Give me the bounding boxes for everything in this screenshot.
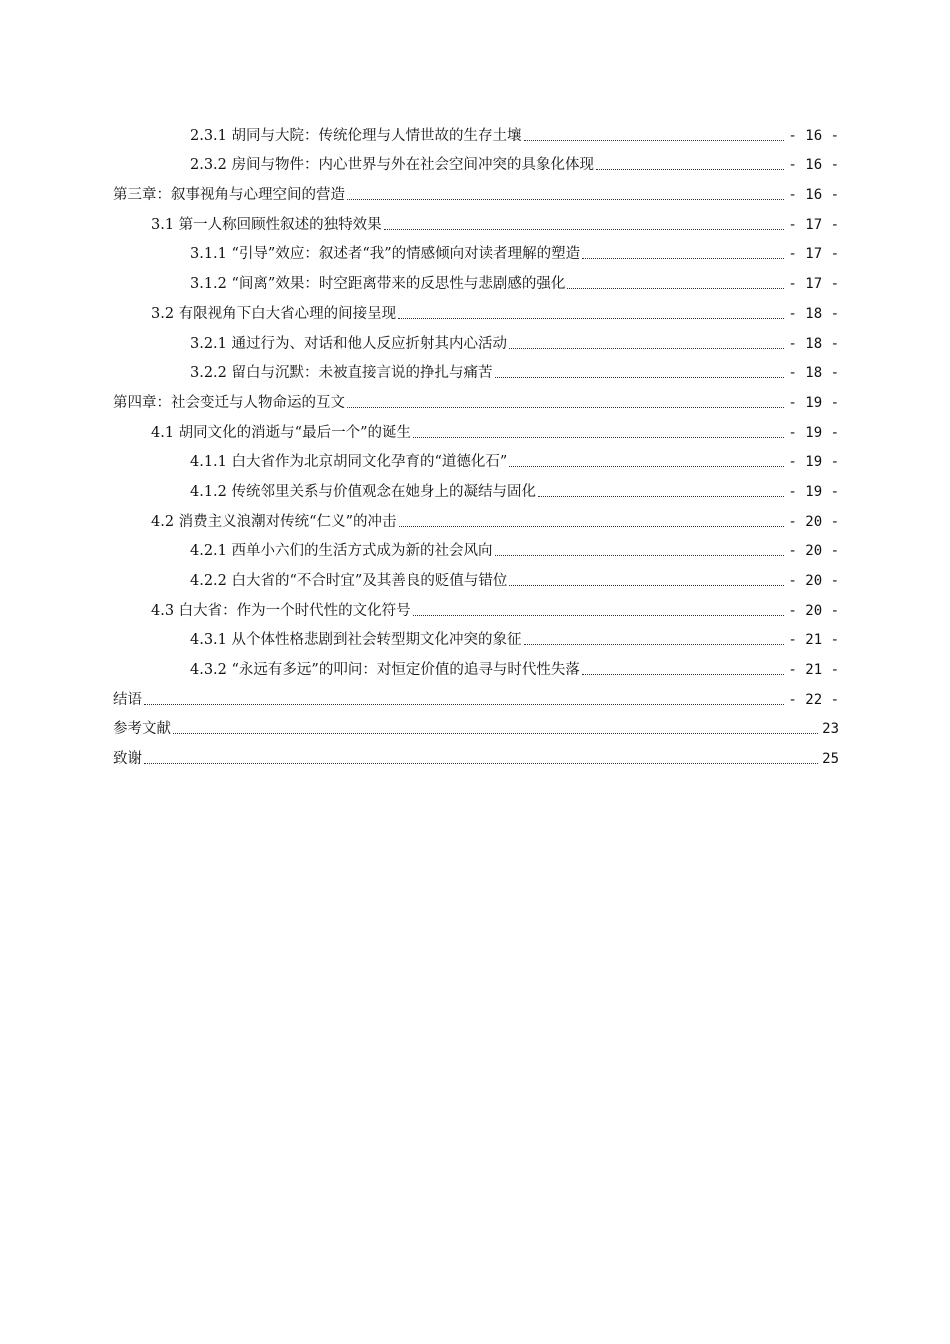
toc-entry-page-number: - 20 - bbox=[788, 543, 839, 560]
toc-entry-level-3[interactable] bbox=[113, 148, 839, 178]
toc-entry-title: 4.2 消费主义浪潮对传统“仁义”的冲击 bbox=[151, 513, 397, 530]
toc-entry-title: 3.1 第一人称回顾性叙述的独特效果 bbox=[151, 216, 382, 233]
toc-entry-page-number: - 20 - bbox=[788, 573, 839, 589]
table-of-contents bbox=[113, 118, 839, 771]
toc-entry-title: 4.2.1 西单小六们的生活方式成为新的社会风向 bbox=[190, 543, 493, 560]
toc-dot-leader bbox=[399, 526, 785, 527]
toc-entry-level-1[interactable] bbox=[113, 385, 839, 415]
toc-entry-title: 参考文献 bbox=[113, 721, 171, 738]
toc-dot-leader bbox=[582, 674, 785, 675]
toc-entry-level-3[interactable] bbox=[113, 118, 839, 148]
toc-entry-title: 第四章：社会变迁与人物命运的互文 bbox=[113, 394, 345, 411]
toc-entry-page-number: - 17 - bbox=[788, 216, 839, 233]
toc-dot-leader bbox=[413, 437, 784, 438]
toc-entry-page-number: - 18 - bbox=[788, 335, 839, 352]
toc-dot-leader bbox=[538, 496, 784, 497]
toc-dot-leader bbox=[144, 704, 784, 705]
toc-entry-page-number: - 17 - bbox=[788, 276, 839, 293]
toc-dot-leader bbox=[495, 377, 785, 378]
toc-dot-leader bbox=[509, 348, 784, 349]
toc-entry-page-number: - 19 - bbox=[788, 454, 839, 471]
toc-entry-page-number: - 16 - bbox=[788, 187, 839, 204]
toc-entry-title: 3.2.1 通过行为、对话和他人反应折射其内心活动 bbox=[190, 335, 508, 352]
toc-entry-title: 4.2.2 白大省的“不合时宜”及其善良的贬值与错位 bbox=[190, 573, 508, 589]
toc-entry-title: 2.3.2 房间与物件：内心世界与外在社会空间冲突的具象化体现 bbox=[190, 157, 595, 174]
toc-dot-leader bbox=[144, 763, 818, 764]
toc-entry-page-number: - 16 - bbox=[788, 127, 839, 144]
toc-entry-title: 4.3.2 “永远有多远”的叩问：对恒定价值的追寻与时代性失落 bbox=[190, 662, 580, 679]
toc-entry-page-number: - 18 - bbox=[788, 365, 839, 382]
toc-dot-leader bbox=[173, 733, 818, 734]
toc-entry-page-number: - 19 - bbox=[788, 394, 839, 411]
toc-entry-page-number: - 19 - bbox=[788, 483, 839, 500]
toc-entry-level-3[interactable] bbox=[113, 445, 839, 475]
toc-entry-level-1[interactable] bbox=[113, 712, 839, 742]
toc-entry-level-3[interactable] bbox=[113, 534, 839, 564]
toc-dot-leader bbox=[509, 585, 784, 586]
toc-entry-page-number: - 16 - bbox=[788, 157, 839, 174]
toc-entry-title: 3.2.2 留白与沉默：未被直接言说的挣扎与痛苦 bbox=[190, 365, 493, 382]
toc-entry-title: 4.1 胡同文化的消逝与“最后一个”的诞生 bbox=[151, 424, 411, 441]
toc-dot-leader bbox=[567, 288, 784, 289]
toc-dot-leader bbox=[524, 644, 785, 645]
toc-entry-title: 4.3 白大省：作为一个时代性的文化符号 bbox=[151, 602, 411, 619]
toc-dot-leader bbox=[596, 169, 784, 170]
toc-entry-level-3[interactable] bbox=[113, 474, 839, 504]
toc-entry-level-3[interactable] bbox=[113, 237, 839, 267]
toc-list bbox=[113, 118, 839, 771]
toc-entry-level-2[interactable] bbox=[113, 415, 839, 445]
toc-entry-level-1[interactable] bbox=[113, 177, 839, 207]
toc-dot-leader bbox=[384, 229, 785, 230]
toc-dot-leader bbox=[495, 555, 785, 556]
toc-entry-title: 3.1.2 “间离”效果：时空距离带来的反思性与悲剧感的强化 bbox=[190, 276, 566, 293]
toc-entry-title: 结语 bbox=[113, 691, 142, 708]
toc-dot-leader bbox=[582, 258, 784, 259]
toc-entry-title: 3.1.1 “引导”效应：叙述者“我”的情感倾向对读者理解的塑造 bbox=[190, 246, 581, 263]
toc-entry-level-2[interactable] bbox=[113, 504, 839, 534]
toc-entry-title: 第三章：叙事视角与心理空间的营造 bbox=[113, 187, 345, 204]
toc-entry-page-number: 25 bbox=[822, 751, 839, 768]
toc-entry-page-number: - 19 - bbox=[788, 424, 839, 441]
toc-entry-level-1[interactable] bbox=[113, 682, 839, 712]
toc-entry-page-number: - 20 - bbox=[788, 602, 839, 619]
toc-entry-page-number: - 22 - bbox=[788, 691, 839, 708]
toc-dot-leader bbox=[347, 407, 784, 408]
toc-entry-title: 4.1.2 传统邻里关系与价值观念在她身上的凝结与固化 bbox=[190, 483, 537, 500]
toc-entry-title: 3.2 有限视角下白大省心理的间接呈现 bbox=[151, 305, 397, 322]
toc-entry-title: 2.3.1 胡同与大院：传统伦理与人情世故的生存土壤 bbox=[190, 127, 522, 144]
toc-entry-level-3[interactable] bbox=[113, 356, 839, 386]
toc-entry-title: 致谢 bbox=[113, 751, 142, 768]
toc-dot-leader bbox=[509, 466, 784, 467]
toc-entry-level-2[interactable] bbox=[113, 593, 839, 623]
toc-dot-leader bbox=[398, 318, 784, 319]
toc-entry-page-number: - 20 - bbox=[788, 513, 839, 530]
toc-entry-page-number: - 17 - bbox=[788, 246, 839, 263]
toc-entry-page-number: - 18 - bbox=[788, 305, 839, 322]
toc-entry-level-3[interactable] bbox=[113, 623, 839, 653]
toc-entry-title: 4.3.1 从个体性格悲剧到社会转型期文化冲突的象征 bbox=[190, 632, 522, 649]
toc-entry-level-3[interactable] bbox=[113, 326, 839, 356]
toc-entry-level-1[interactable] bbox=[113, 741, 839, 771]
toc-entry-title: 4.1.1 白大省作为北京胡同文化孕育的“道德化石” bbox=[190, 454, 508, 471]
toc-dot-leader bbox=[347, 199, 784, 200]
toc-entry-level-2[interactable] bbox=[113, 296, 839, 326]
toc-entry-page-number: 23 bbox=[822, 721, 839, 738]
toc-entry-page-number: - 21 - bbox=[788, 632, 839, 649]
toc-entry-level-3[interactable] bbox=[113, 652, 839, 682]
toc-dot-leader bbox=[524, 140, 785, 141]
toc-entry-level-3[interactable] bbox=[113, 266, 839, 296]
toc-entry-level-3[interactable] bbox=[113, 563, 839, 593]
toc-entry-page-number: - 21 - bbox=[788, 662, 839, 679]
toc-dot-leader bbox=[413, 615, 785, 616]
toc-entry-level-2[interactable] bbox=[113, 207, 839, 237]
